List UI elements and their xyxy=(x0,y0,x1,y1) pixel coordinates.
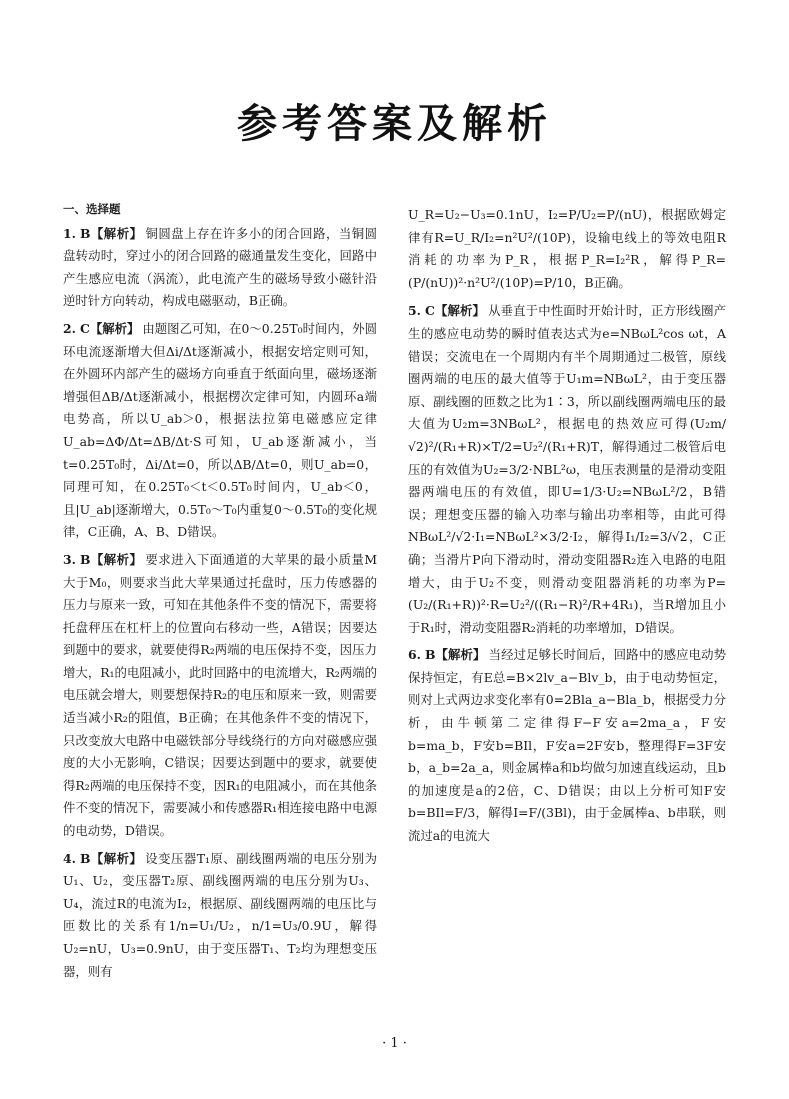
analysis-text: 由题图乙可知，在0～0.25T₀时间内，外圆环电流逐渐增大但Δi/Δt逐渐减小，根据安培定则可知，在外圆环内部产生的磁场方向垂直于纸面向里，磁场逐渐增强但ΔB/Δt逐渐减小，根据楞次定律可知，内圆环a端电势高，所以U_ab＞0，根据法拉第电磁感应定律U_ab=ΔΦ/Δt=ΔB/Δt·S可知，U_ab逐渐减小，当t=0.25T₀时，Δi/Δt=0，所以ΔB/Δt=0，则U_ab=0，同理可知，在0.25T₀＜t＜0.5T₀时间内，U_ab＜0，且|U_ab|逐渐增大，0.5T₀～T₀内重复0～0.5T₀的变化规律，C正确，A、B、D错误。 xyxy=(63,320,377,540)
answer-letter: C xyxy=(79,320,90,336)
question-number: 1. xyxy=(63,225,76,241)
analysis-text: 设变压器T₁原、副线圈两端的电压分别为U₁、U₂，变压器T₂原、副线圈两端的电压分别为U₃、U₄，流过R的电流为I₂，根据原、副线圈两端的电压比与匝数比的关系有1/n=U₁/U₂，n/1=U₃/0.9U，解得U₂=nU，U₃=0.9nU，由于变压器T₁、T₂均为理想变压器，则有 xyxy=(63,850,378,979)
question-number: 6. xyxy=(408,647,421,663)
analysis-text: 从垂直于中性面时开始计时，正方形线圈产生的感应电动势的瞬时值表达式为e=NBωL²cos ωt，A错误；交流电在一个周期内有半个周期通过二极管，原线圈两端的电压的最大值等于U₁m=NBωL²，由于变压器原、副线圈的匝数之比为1∶3，所以副线圈两端电压的最大值为U₂m=3NBωL²，根据电的热效应可得(U₂m/√2)²/(R₁+R)×T/2=U₂²/(R₁+R)T，解得通过二极管后电压的有效值为U₂=3/2·NBL²ω，电压表测量的是滑动变阻器两端电压的有效值，即U=1/3·U₂=NBωL²/2，B错误；理想变压器的输入功率与输出功率相等，由此可得NBωL²/√2·I₁=NBωL²×3/2·I₂，解得I₁/I₂=3/√2，C正确；当滑片P向下滑动时，滑动变阻器R₂连入电路的电阻增大，由于U₂不变，则滑动变阻器消耗的功率为P=(U₂/(R₁+R))²·R=U₂²/((R₁−R)²/R+4R₁)，当R增加且小于R₁时，滑动变阻器R₂消耗的功率增加，D错误。 xyxy=(408,303,727,635)
analysis-tag: 【解析】 xyxy=(89,320,140,336)
answer-letter: C xyxy=(424,303,435,319)
answer-letter: B xyxy=(79,850,91,866)
analysis-text: 铜圆盘上存在许多小的闭合回路，当铜圆盘转动时，穿过小的闭合回路的磁通量发生变化，回路中产生感应电流（涡流），此电流产生的磁场导致小磁针沿逆时针方向转动，构成电磁驱动，B正确。 xyxy=(63,225,378,309)
page-title: 参考答案及解析 xyxy=(237,101,552,147)
answer-letter: B xyxy=(79,225,91,241)
page-number: · 1 · xyxy=(382,1036,407,1051)
answer-letter: B xyxy=(79,551,91,567)
question-3 xyxy=(63,549,377,843)
question-6 xyxy=(408,644,726,847)
question-2 xyxy=(63,318,377,544)
section-title: 一、选择题 xyxy=(63,202,121,216)
analysis-text: 要求进入下面通道的大苹果的最小质量M大于M₀，则要求当此大苹果通过托盘时，压力传感器的压力与原来一致，可知在其他条件不变的情况下，需要将托盘秤压在杠杆上的位置向右移动一些，A错误；因要达到题中的要求，就要使得R₂两端的电压保持不变，因压力增大，R₁的电阻减小，此时回路中的电流增大，R₂两端的电压就会增大，则要想保持R₂的电压和原来一致，则需要适当减小R₂的阻值，B正确；在其他条件不变的情况下，只改变放大电路中电磁铁部分导线绕行的方向对磁感应强度的大小无影响，C错误；因要达到题中的要求，就要使得R₂两端的电压保持不变，因R₁的电阻减小，而在其他条件不变的情况下，需要减小和传感器R₁相连接电路中电源的电动势，D错误。 xyxy=(63,551,378,839)
question-number: 2. xyxy=(63,320,76,336)
analysis-tag: 【解析】 xyxy=(434,303,486,319)
analysis-tag: 【解析】 xyxy=(90,551,143,567)
question-1 xyxy=(63,223,377,313)
analysis-text: 当经过足够长时间后，回路中的感应电动势保持恒定，有E总=B×2lv_a−Blv_b，由于电动势恒定，则对上式两边求变化率有0=2Bla_a−Bla_b，根据受力分析，由牛顿第二定律得F−F安a=2ma_a，F安b=ma_b，F安b=BIl，F安a=2F安b，整理得F=3F安b，a_b=2a_a，则金属棒a和b均做匀加速直线运动，且b的加速度是a的2倍，C、D错误；由以上分析可知F安b=BIl=F/3，解得I=F/(3Bl)，由于金属棒a、b串联，则流过a的电流大 xyxy=(408,647,727,844)
analysis-tag: 【解析】 xyxy=(435,647,486,663)
question-number: 3. xyxy=(63,551,76,567)
question-4-continuation: U_R=U₂−U₃=0.1nU，I₂=P/U₂=P/(nU)，根据欧姆定律有R=U_R/I₂=n²U²/(10P)，设输电线上的等效电阻R消耗的功率为P_R，根据P_R=I₂²R，解得P_R=(P/(nU))²·n²U²/(10P)=P/10，B正确。 xyxy=(408,207,726,290)
question-number: 4. xyxy=(63,850,76,866)
answer-letter: B xyxy=(424,647,436,663)
question-4 xyxy=(63,848,377,984)
left-column xyxy=(63,198,377,988)
question-number: 5. xyxy=(408,303,421,319)
right-column xyxy=(408,204,726,853)
analysis-tag: 【解析】 xyxy=(90,225,143,241)
analysis-tag: 【解析】 xyxy=(90,850,143,866)
question-5 xyxy=(408,300,726,639)
